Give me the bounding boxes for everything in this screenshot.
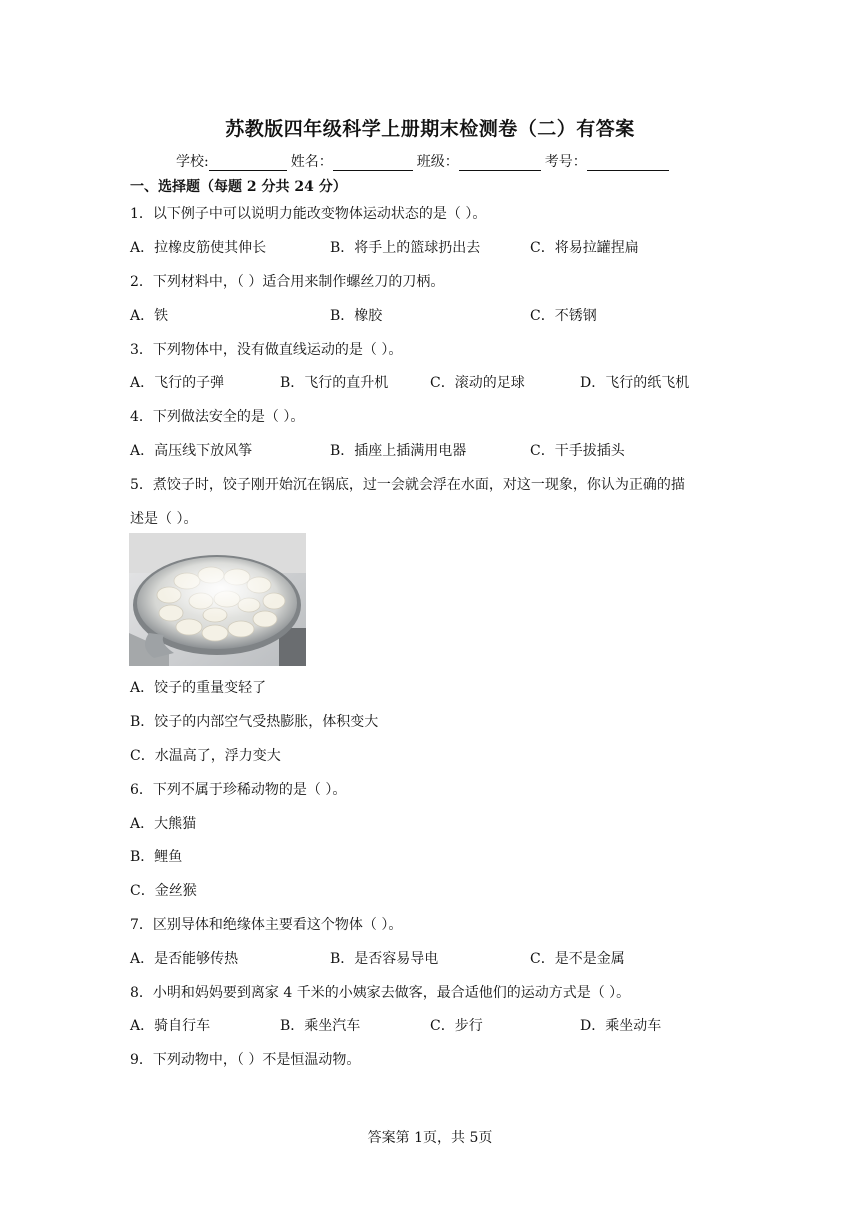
question-5-option-b: B．饺子的内部空气受热膨胀，体积变大: [130, 714, 379, 730]
page-title: 苏教版四年级科学上册期末检测卷（二）有答案: [225, 118, 635, 140]
question-8-option-b: B．乘坐汽车: [280, 1018, 361, 1034]
question-4-option-a: A．高压线下放风筝: [130, 443, 253, 459]
question-8-option-d: D．乘坐动车: [580, 1018, 662, 1034]
school-blank: [209, 156, 287, 171]
question-7-option-a: A．是否能够传热: [130, 951, 239, 967]
question-1-option-a: A．拉橡皮筋使其伸长: [130, 240, 267, 256]
question-1-option-c: C．将易拉罐捏扁: [530, 240, 639, 256]
question-6-option-b: B．鲤鱼: [130, 849, 183, 865]
question-3-option-b: B．飞行的直升机: [280, 375, 389, 391]
question-5-option-a: A．饺子的重量变轻了: [130, 680, 267, 696]
question-6-option-c: C．金丝猴: [130, 883, 197, 899]
question-3-stem: 3．下列物体中，没有做直线运动的是（ ）。: [130, 342, 403, 358]
question-3-option-c: C．滚动的足球: [430, 375, 525, 391]
exam-number-label: 考号：: [544, 154, 587, 170]
question-2-option-c: C．不锈钢: [530, 308, 597, 324]
question-2-option-b: B．橡胶: [330, 308, 383, 324]
exam-number-blank: [587, 156, 669, 171]
question-7-option-b: B．是否容易导电: [330, 951, 439, 967]
class-blank: [459, 156, 541, 171]
question-4-option-c: C．干手拔插头: [530, 443, 625, 459]
question-6-stem: 6．下列不属于珍稀动物的是（ ）。: [130, 782, 347, 798]
question-2-stem: 2．下列材料中，（ ）适合用来制作螺丝刀的刀柄。: [130, 274, 445, 290]
question-3-option-d: D．飞行的纸飞机: [580, 375, 690, 391]
name-blank: [333, 156, 413, 171]
question-5-stem-line-1: 5．煮饺子时，饺子刚开始沉在锅底，过一会就会浮在水面，对这一现象，你认为正确的描: [130, 477, 685, 493]
dumplings-photo: [129, 533, 306, 666]
student-info-line: [176, 151, 673, 171]
page-footer: 答案第 1页，共 5页: [367, 1130, 493, 1146]
question-1-stem: 1．以下例子中可以说明力能改变物体运动状态的是（ ）。: [130, 206, 487, 222]
question-2-option-a: A．铁: [130, 308, 169, 324]
question-8-stem: 8．小明和妈妈要到离家 4 千米的小姨家去做客，最合适他们的运动方式是（ ）。: [130, 985, 631, 1001]
section-heading: 一、选择题（每题 2 分共 24 分）: [130, 179, 347, 195]
question-3-option-a: A．飞行的子弹: [130, 375, 225, 391]
question-4-stem: 4．下列做法安全的是（ ）。: [130, 409, 305, 425]
question-7-option-c: C．是不是金属: [530, 951, 625, 967]
school-label: 学校:: [176, 154, 209, 170]
question-4-option-b: B．插座上插满用电器: [330, 443, 467, 459]
question-5-stem-line-2: 述是（ ）。: [130, 511, 198, 527]
question-1-option-b: B．将手上的篮球扔出去: [330, 240, 481, 256]
question-8-option-c: C．步行: [430, 1018, 483, 1034]
name-label: 姓名：: [290, 154, 333, 170]
question-6-option-a: A．大熊猫: [130, 816, 197, 832]
question-8-option-a: A．骑自行车: [130, 1018, 211, 1034]
class-label: 班级：: [416, 154, 459, 170]
question-9-stem: 9．下列动物中，（ ）不是恒温动物。: [130, 1052, 361, 1068]
question-7-stem: 7．区别导体和绝缘体主要看这个物体（ ）。: [130, 917, 403, 933]
question-5-option-c: C．水温高了，浮力变大: [130, 748, 281, 764]
